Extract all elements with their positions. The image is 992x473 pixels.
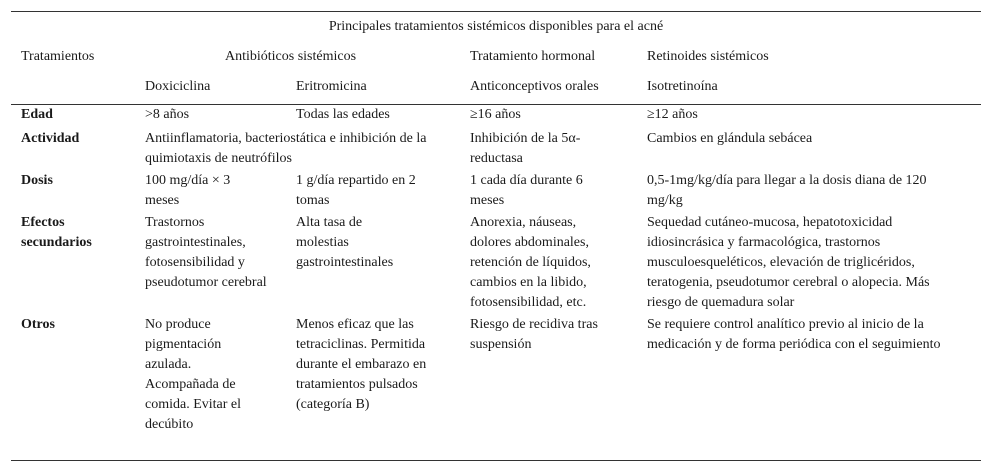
actividad-retinoides: Cambios en glándula sebácea (647, 131, 813, 146)
otros-doxiciclina: No produce pigmentación azulada. Acompañada de comida. Evitar el decúbito (145, 317, 242, 432)
edad-hormonal: ≥16 años (470, 107, 521, 122)
efectos-hormonal: Anorexia, náuseas, dolores abdominales, retención de líquidos, cambios en la libido, fotosensibilidad, etc. (470, 215, 591, 310)
table-top-rule (11, 11, 981, 12)
dosis-eritromicina: 1 g/día repartido en 2 tomas (296, 173, 416, 208)
subheader-isotretinoina: Isotretinoína (647, 79, 718, 94)
row-label-edad: Edad (21, 107, 53, 122)
subheader-doxiciclina: Doxiciclina (145, 79, 211, 94)
header-tratamientos: Tratamientos (21, 49, 95, 64)
row-label-dosis: Dosis (21, 173, 53, 188)
subheader-anticonceptivos: Anticonceptivos orales (470, 79, 599, 94)
edad-doxiciclina: >8 años (145, 107, 190, 122)
otros-retinoides: Se requiere control analítico previo al inicio de la medicación y de forma periódica con el seguimiento (647, 317, 941, 352)
efectos-eritromicina: Alta tasa de molestias gastrointestinales (296, 215, 394, 270)
table-caption: Principales tratamientos sistémicos disponibles para el acné (328, 19, 664, 34)
header-antibioticos: Antibióticos sistémicos (225, 49, 357, 64)
edad-retinoides: ≥12 años (647, 107, 698, 122)
header-retinoides: Retinoides sistémicos (647, 49, 769, 64)
efectos-doxiciclina: Trastornos gastrointestinales, fotosensibilidad y pseudotumor cerebral (145, 215, 267, 290)
row-label-otros: Otros (21, 317, 55, 332)
dosis-hormonal: 1 cada día durante 6 meses (470, 173, 583, 208)
edad-eritromicina: Todas las edades (296, 107, 390, 122)
row-label-efectos: Efectos secundarios (21, 215, 92, 250)
efectos-retinoides: Sequedad cutáneo-mucosa, hepatotoxicidad idiosincrásica y farmacológica, trastornos musculoesqueléticos, elevación de triglicéridos, teratogenia, pseudotumor cerebral o alopecia. Más riesgo de quemadura solar (647, 215, 930, 310)
table-bottom-rule (11, 460, 981, 461)
header-hormonal: Tratamiento hormonal (470, 49, 596, 64)
subheader-eritromicina: Eritromicina (296, 79, 367, 94)
actividad-hormonal: Inhibición de la 5α-reductasa (470, 131, 581, 166)
dosis-doxiciclina: 100 mg/día × 3 meses (145, 173, 231, 208)
otros-eritromicina: Menos eficaz que las tetraciclinas. Permitida durante el embarazo en tratamientos pulsados (categoría B) (296, 317, 427, 412)
otros-hormonal: Riesgo de recidiva tras suspensión (470, 317, 598, 352)
dosis-retinoides: 0,5-1mg/kg/día para llegar a la dosis diana de 120 mg/kg (647, 173, 927, 208)
actividad-antibioticos: Antiinflamatoria, bacteriostática e inhibición de la quimiotaxis de neutrófilos (145, 131, 427, 166)
row-label-actividad: Actividad (21, 131, 80, 146)
